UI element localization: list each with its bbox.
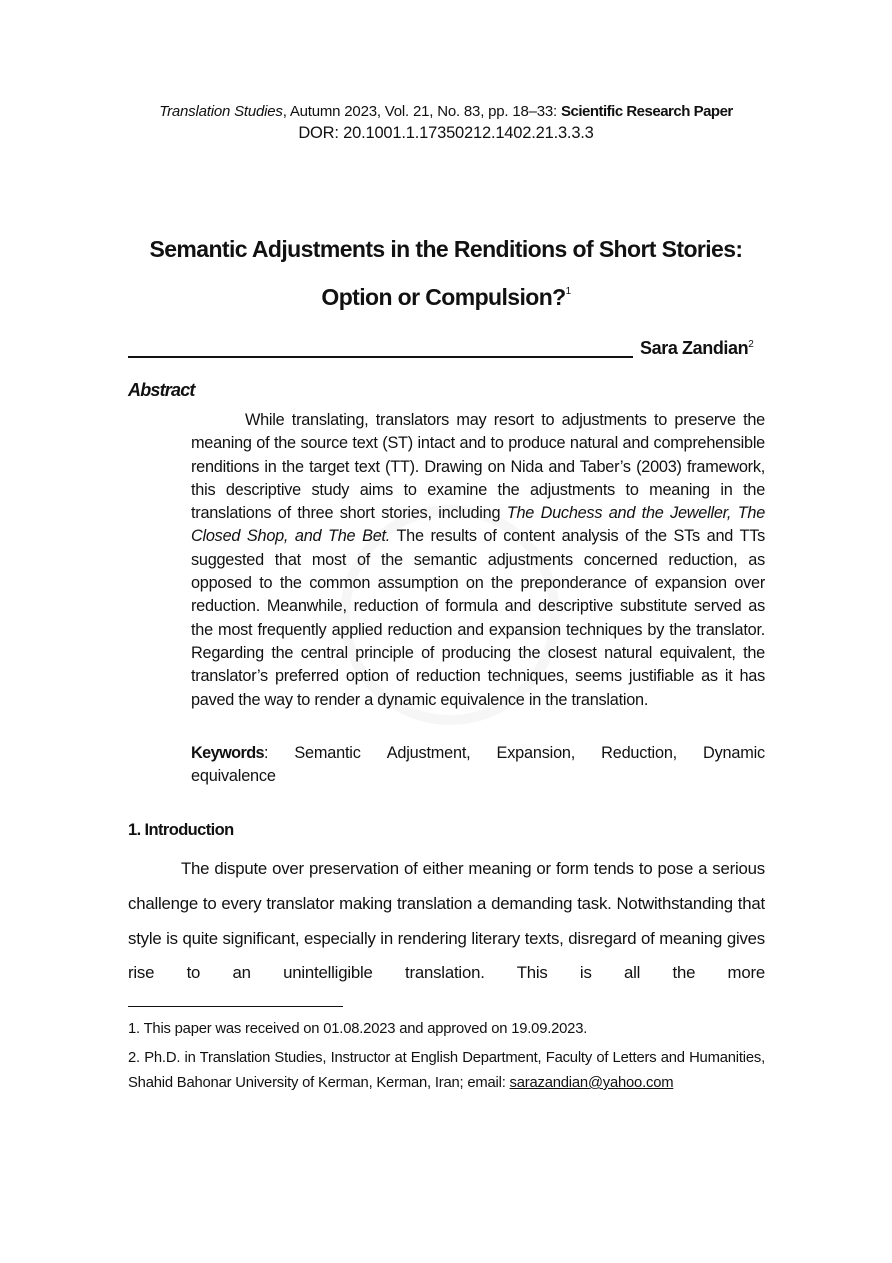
keyword-item: Dynamic <box>703 744 765 762</box>
footnote-1: 1. This paper was received on 01.08.2023 and approved on 19.09.2023. <box>128 1021 588 1037</box>
paper-title-line-1: Semantic Adjustments in the Renditions of Short Stories: <box>149 236 743 262</box>
dor-identifier: DOR: 20.1001.1.17350212.1402.21.3.3.3 <box>298 124 594 142</box>
journal-name: Translation Studies <box>159 103 283 120</box>
author-rule <box>128 356 633 358</box>
keyword-item: Expansion, <box>496 744 576 762</box>
keyword-item: Semantic <box>294 744 361 762</box>
abstract-heading: Abstract <box>128 380 195 400</box>
paper-type: Scientific Research Paper <box>561 103 733 120</box>
abstract-body <box>191 409 765 712</box>
footnote-2-text: 2. Ph.D. in Translation Studies, Instructor at English Department, Faculty of Letters and Humanities, Shahid Bahonar University of Kerman, Kerman, Iran; email: <box>128 1050 765 1091</box>
running-head <box>0 103 892 120</box>
keywords-block <box>191 742 765 788</box>
keywords-label: Keywords <box>191 744 265 762</box>
keyword-continuation: equivalence <box>191 767 276 785</box>
keyword-item: Reduction, <box>601 744 677 762</box>
abstract-paragraph <box>191 409 765 712</box>
introduction-body <box>128 852 765 991</box>
author-name-text: Sara Zandian <box>640 338 749 358</box>
section-heading-introduction: 1. Introduction <box>128 821 234 839</box>
author-email-link[interactable]: sarazandian@yahoo.com <box>509 1075 674 1091</box>
introduction-paragraph: The dispute over preservation of either meaning or form tends to pose a serious challenge to every translator making translation a demanding task. Notwithstanding that style is quite significant, especially in rendering literary texts, disregard of meaning gives rise to an unintelligible translation. This is all the more <box>128 859 765 983</box>
paper-title-line-2 <box>0 284 892 311</box>
author-name <box>640 338 753 359</box>
footnotes <box>128 1017 765 1100</box>
author-footnote-mark[interactable]: 2 <box>748 339 754 350</box>
title-footnote-mark[interactable]: 1 <box>565 286 571 297</box>
keywords-label-group <box>191 742 268 765</box>
keyword-item: Adjustment, <box>386 744 471 762</box>
footnote-separator <box>128 1006 343 1007</box>
keywords-row <box>191 742 765 765</box>
issue-info: , Autumn 2023, Vol. 21, No. 83, pp. 18–33: <box>282 103 561 120</box>
abstract-text-2: The results of content analysis of the STs and TTs suggested that most of the semantic adjustments concerned reduction, as opposed to the common assumption on the preponderance of expansion over reduction. Meanwhile, reduction of formula and descriptive substitute served as the most frequently applied reduction and expansion techniques by the translator. Regarding the central principle of producing the closest natural equivalent, the translator’s preferred option of reduction techniques, seems justifiable as it has paved the way to render a dynamic equivalence in the translation. <box>191 527 765 709</box>
keywords-colon: : <box>264 744 269 762</box>
abstract-text-1: While translating, translators may resort to adjustments to preserve the meaning of the source text (ST) intact and to produce natural and comprehensible renditions in the target text (TT). Drawing on Nida and Taber’s (2003) framework, this descriptive study aims to examine the adjustments to meaning in the translations of three short stories, including <box>191 411 765 523</box>
abstract-story-titles: The Duchess and the Jeweller, The Closed Shop, and The Bet. <box>191 504 765 546</box>
footnote-2 <box>128 1046 765 1096</box>
paper-title-line-2-text: Option or Compulsion? <box>321 284 566 310</box>
